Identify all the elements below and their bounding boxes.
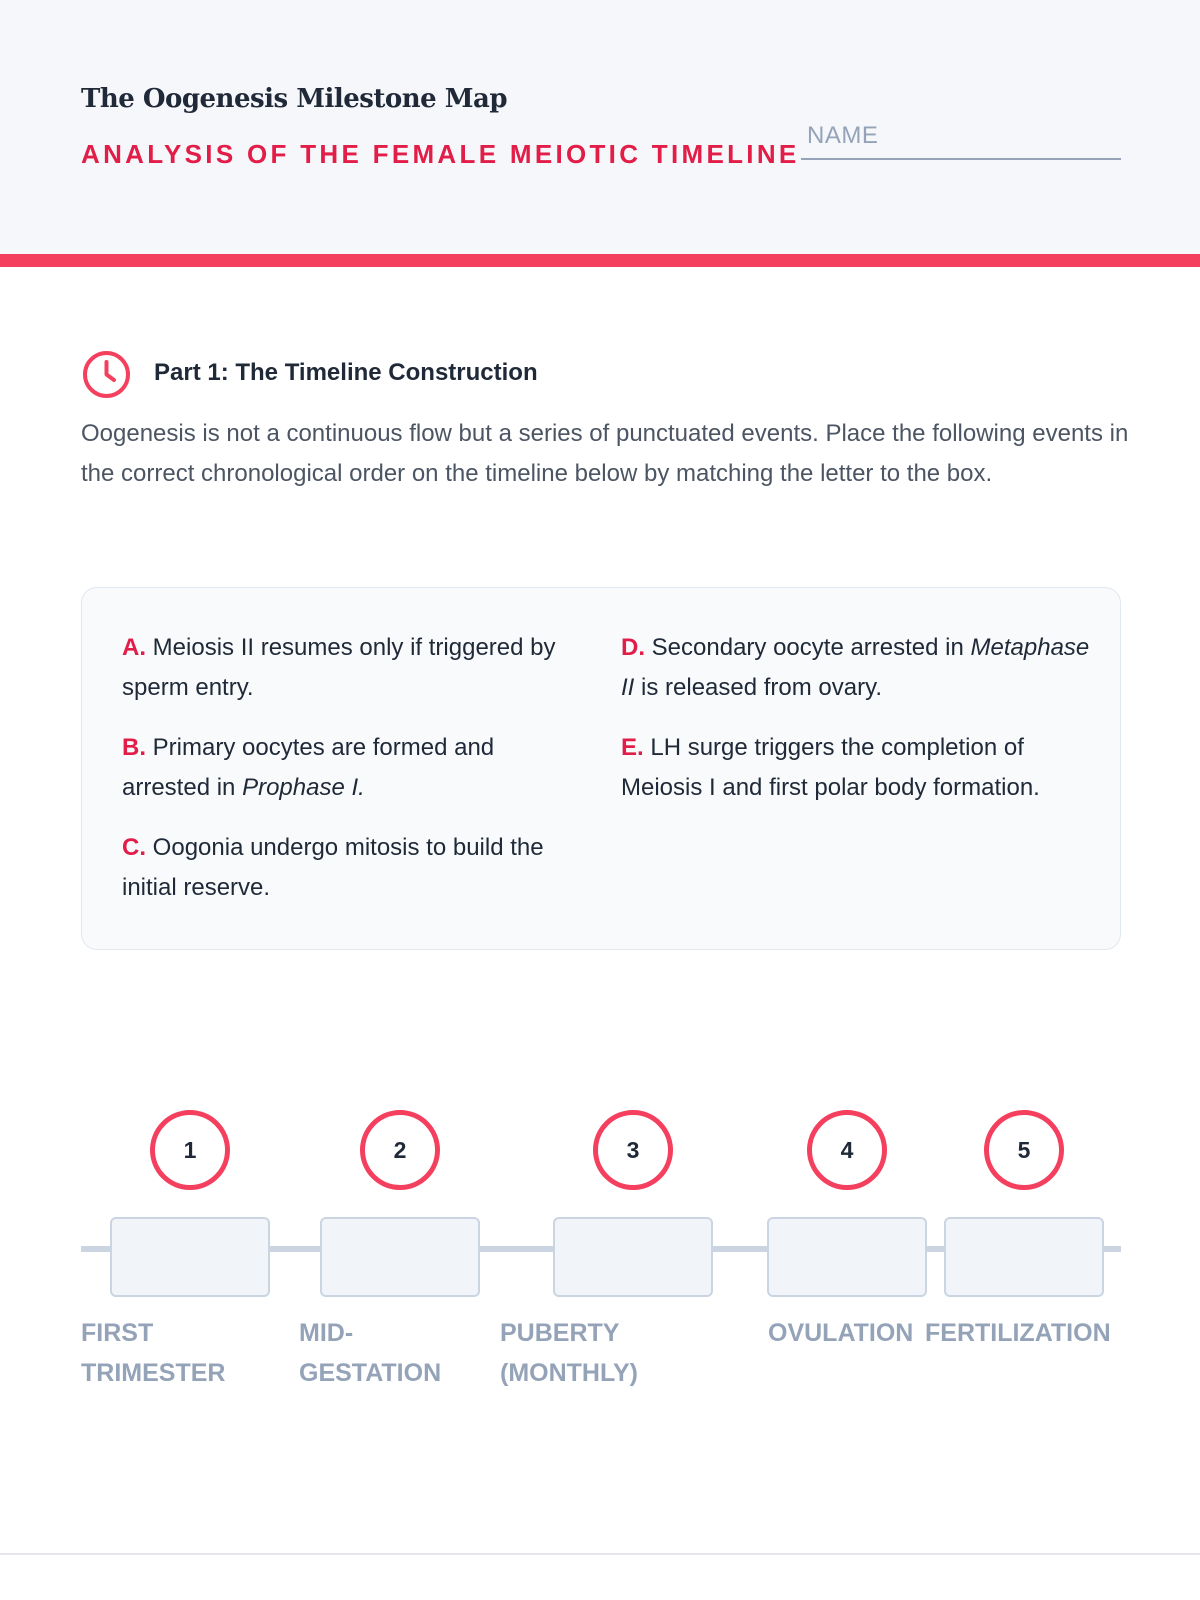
event-italic-term: Prophase I. bbox=[242, 774, 365, 801]
event-text: LH surge triggers the completion of Meiosis I and first polar body formation. bbox=[621, 734, 1040, 801]
event-a bbox=[122, 628, 582, 708]
event-letter: C. bbox=[122, 834, 146, 861]
event-letter: B. bbox=[122, 734, 146, 761]
event-e bbox=[621, 728, 1091, 808]
event-text: Secondary oocyte arrested in bbox=[651, 634, 964, 661]
event-letter: E. bbox=[621, 734, 644, 761]
answer-box-2[interactable] bbox=[320, 1217, 480, 1297]
answer-box-1[interactable] bbox=[110, 1217, 270, 1297]
answer-box-3[interactable] bbox=[553, 1217, 713, 1297]
answer-box-4[interactable] bbox=[767, 1217, 927, 1297]
step-number-3: 3 bbox=[593, 1110, 673, 1190]
event-text: Primary oocytes are formed and arrested in bbox=[122, 734, 495, 801]
event-d bbox=[621, 628, 1091, 708]
event-letter: A. bbox=[122, 634, 146, 661]
event-c bbox=[122, 828, 582, 908]
section-instructions: Oogenesis is not a continuous flow but a series of punctuated events. Place the following events in the correct chronological order on the timeline below by matching the letter to the box. bbox=[81, 420, 1129, 487]
event-letter: D. bbox=[621, 634, 645, 661]
page-title: The Oogenesis Milestone Map bbox=[81, 84, 508, 114]
timeline-label-3: PUBERTY (MONTHLY) bbox=[500, 1319, 638, 1387]
event-italic-term: Metaphase II bbox=[621, 634, 1090, 701]
step-number-2: 2 bbox=[360, 1110, 440, 1190]
name-field[interactable] bbox=[801, 113, 1121, 160]
step-number-1: 1 bbox=[150, 1110, 230, 1190]
timeline-label-2: MID- GESTATION bbox=[299, 1319, 442, 1387]
header-accent-bar bbox=[0, 254, 1200, 267]
event-text-after: is released from ovary. bbox=[641, 674, 882, 701]
event-text: Oogonia undergo mitosis to build the initial reserve. bbox=[122, 834, 544, 901]
event-text: Meiosis II resumes only if triggered by sperm entry. bbox=[122, 634, 556, 701]
timeline-label-4: OVULATION bbox=[768, 1319, 914, 1347]
worksheet-header bbox=[0, 0, 1200, 254]
event-b bbox=[122, 728, 582, 808]
page-subtitle: ANALYSIS OF THE FEMALE MEIOTIC TIMELINE bbox=[81, 139, 800, 169]
section-title: Part 1: The Timeline Construction bbox=[154, 359, 538, 386]
step-number-4: 4 bbox=[807, 1110, 887, 1190]
timeline-label-5: FERTILIZATION bbox=[925, 1319, 1111, 1347]
timeline-label-1: FIRST TRIMESTER bbox=[81, 1319, 226, 1387]
footer-divider bbox=[0, 1553, 1200, 1555]
events-box bbox=[81, 587, 1121, 950]
step-number-5: 5 bbox=[984, 1110, 1064, 1190]
answer-box-5[interactable] bbox=[944, 1217, 1104, 1297]
clock-icon bbox=[81, 349, 132, 400]
